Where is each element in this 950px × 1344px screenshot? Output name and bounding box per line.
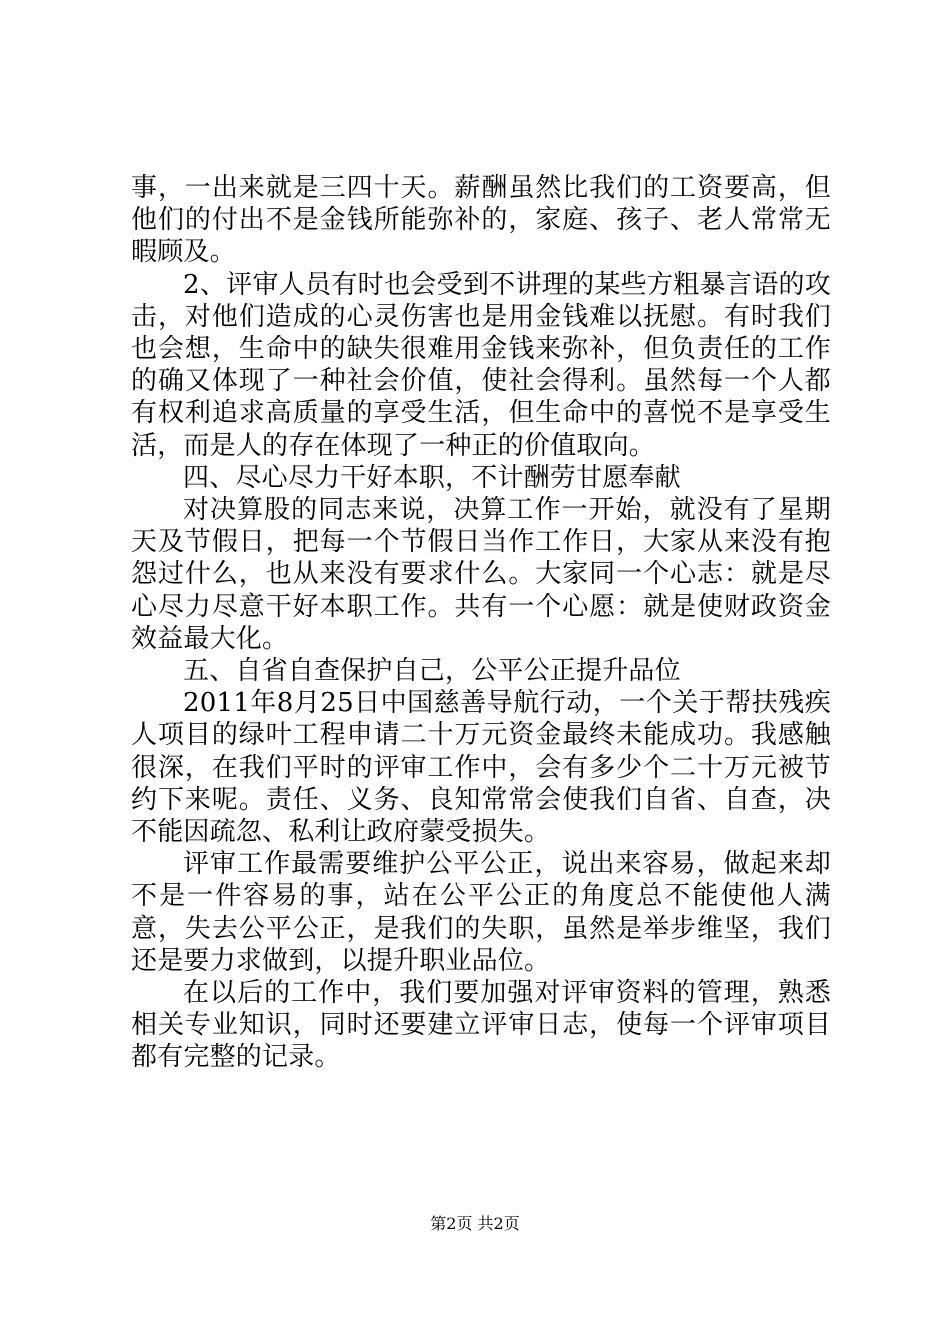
document-body xyxy=(131,172,831,1074)
paragraph-4: 2011年8月25日中国慈善导航行动，一个关于帮扶残疾人项目的绿叶工程申请二十万元资金最终未能成功。我感触很深，在我们平时的评审工作中，会有多少个二十万元被节约下来呢。责任、义务、良知常常会使我们自省、自查，决不能因疏忽、私利让政府蒙受损失。 xyxy=(131,688,831,848)
paragraph-3: 对决算股的同志来说，决算工作一开始，就没有了星期天及节假日，把每一个节假日当作工作日，大家从来没有抱怨过什么，也从来没有要求什么。大家同一个心志：就是尽心尽力尽意干好本职工作。共有一个心愿：就是使财政资金效益最大化。 xyxy=(131,495,831,654)
section-heading-4: 四、尽心尽力干好本职，不计酬劳甘愿奉献 xyxy=(183,462,681,493)
paragraph-5: 评审工作最需要维护公平公正，说出来容易，做起来却不是一件容易的事，站在公平公正的角度总不能使他人满意，失去公平公正，是我们的失职，虽然是举步维坚，我们还是要力求做到，以提升职业品位。 xyxy=(131,849,831,976)
paragraph-1: 事，一出来就是三四十天。薪酬虽然比我们的工资要高，但他们的付出不是金钱所能弥补的，家庭、孩子、老人常常无暇顾及。 xyxy=(131,173,831,268)
page-number-footer: 第2页 共2页 xyxy=(430,1214,520,1233)
section-heading-5: 五、自省自查保护自己，公平公正提升品位 xyxy=(183,656,681,687)
paragraph-6: 在以后的工作中，我们要加强对评审资料的管理，熟悉相关专业知识，同时还要建立评审日志，使每一个评审项目都有完整的记录。 xyxy=(131,978,831,1073)
paragraph-2: 2、评审人员有时也会受到不讲理的某些方粗暴言语的攻击，对他们造成的心灵伤害也是用金钱难以抚慰。有时我们也会想，生命中的缺失很难用金钱来弥补，但负责任的工作的确又体现了一种社会价值，使社会得利。虽然每一个人都有权利追求高质量的享受生活，但生命中的喜悦不是享受生活，而是人的存在体现了一种正的价值取向。 xyxy=(131,269,831,461)
